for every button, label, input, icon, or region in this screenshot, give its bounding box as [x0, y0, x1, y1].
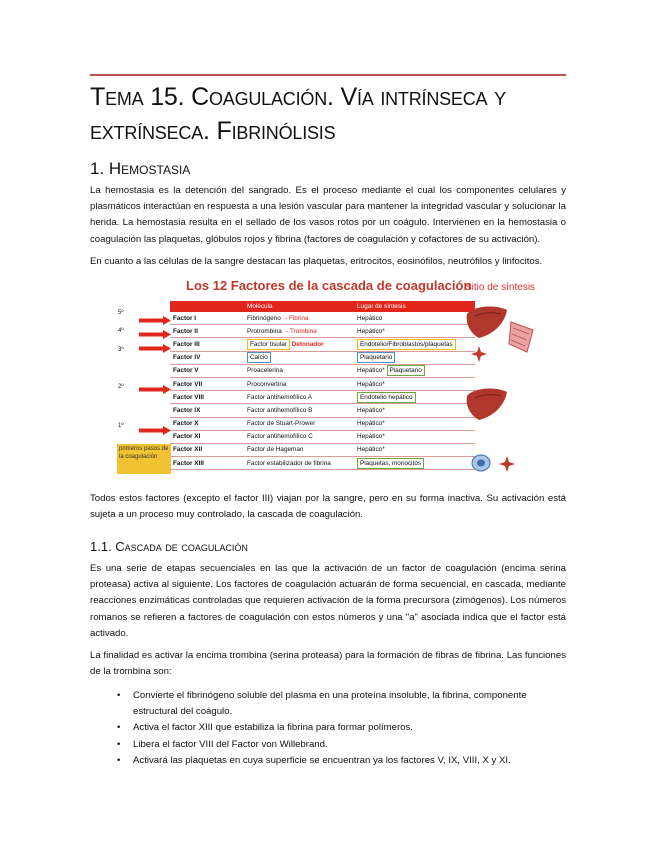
first-steps-note: primeros pasos de la coagulación [117, 444, 171, 474]
molecula-cell: Proacelerina [244, 364, 354, 377]
lugar-cell [354, 338, 475, 351]
lugar-cell [354, 391, 475, 404]
lugar-cell: Hepático* [354, 325, 475, 338]
list-item [90, 737, 566, 753]
molecula-cell: Factor antihemofílico C [244, 430, 354, 443]
factor-cell: Factor I [170, 312, 244, 325]
molecula-text: Protrombina [247, 327, 282, 335]
list-item-text: Libera el factor VIII del Factor von Willebrand. [133, 738, 328, 750]
lugar-text: Endotelio/Fibroblastos/plaquetas [357, 339, 456, 350]
order-label-5: 5º [118, 310, 124, 316]
molecula-extra: Detonador [291, 340, 324, 348]
lugar-cell: Hepático [354, 312, 475, 325]
order-label-4: 4º [118, 328, 124, 334]
lugar-cell: Hepático* [354, 443, 475, 456]
header-factor [170, 301, 244, 312]
paragraph-trombina: La finalidad es activar la encima trombina (serina proteasa) para la formación de fibras de fibrina. Las funciones de la trombina son: [90, 650, 566, 678]
factor-cell: Factor III [170, 338, 244, 351]
table-row [170, 312, 475, 325]
lugar-cell: Hepático* [354, 430, 475, 443]
molecula-extra: Fibrina [288, 314, 309, 322]
paragraph-factores: Todos estos factores (excepto el factor III) viajan por la sangre, pero en su forma inactiva. Su activación está sujeta a un proceso muy controlado, la cascada de coagulación. [90, 493, 566, 521]
molecula-text: Fibrinógeno [247, 314, 281, 322]
factor-cell: Factor XIII [170, 457, 244, 470]
arrow-icon [139, 316, 171, 325]
factor-cell: Factor IX [170, 404, 244, 417]
molecula-cell: Factor de Hageman [244, 443, 354, 456]
table-row [170, 391, 475, 404]
lugar-cell: Hepático* [354, 404, 475, 417]
bullet-icon: • [117, 690, 121, 701]
thrombin-functions-list [90, 688, 566, 769]
order-label-3: 3º [118, 347, 124, 353]
molecula-cell [244, 338, 354, 351]
monocyte-icon [471, 454, 491, 472]
platelet-icon [471, 346, 487, 362]
factor-cell: Factor XI [170, 430, 244, 443]
table-row [170, 443, 475, 456]
table-row [170, 430, 475, 443]
bullet-icon: • [117, 754, 121, 766]
table-row [170, 364, 475, 377]
molecula-cell: Proconvertina [244, 377, 354, 390]
factor-cell: Factor VII [170, 377, 244, 390]
molecula-cell: Factor de Stuart-Prower [244, 417, 354, 430]
figure-title: Los 12 Factores de la cascada de coagulación [186, 278, 472, 293]
table-row [170, 338, 475, 351]
factor-cell: Factor V [170, 364, 244, 377]
arrow-icon [139, 330, 171, 339]
list-item-text: Activa el factor XIII que estabiliza la fibrina para formar polímeros. [133, 722, 413, 734]
factor-cell: Factor IV [170, 351, 244, 364]
arrow-icon [139, 426, 171, 435]
lugar-text: Plaquetas, monocitos [357, 458, 424, 469]
table-header-row [170, 301, 475, 312]
section-heading-cascada: 1.1. Cascada de coagulación [90, 539, 248, 554]
platelet-icon [499, 456, 515, 472]
molecula-cell: Factor estabilizador de fibrina [244, 457, 354, 470]
order-label-1: 1º [118, 423, 124, 429]
paragraph-cascada: Es una serie de etapas secuenciales en las que la activación de un factor de coagulación (encima serina proteasa) activa al siguiente. Los factores de coagulación actuarán de forma secuencial, en cascada, mediante reacciones enzimáticas controladas que requieren activación de la forma precursora (zimógenos). Los números romanos se refieren a factores de coagulación con estos números y una "a" asociada indica que el factor está activado. [90, 563, 566, 639]
factor-cell: Factor X [170, 417, 244, 430]
arrow-right-icon: → [282, 314, 289, 322]
molecula-cell [244, 312, 354, 325]
list-item [90, 753, 566, 769]
table-row [170, 351, 475, 364]
blood-vessel-icon [507, 320, 537, 354]
table-row [170, 377, 475, 390]
paragraph-celulas: En cuanto a las células de la sangre destacan las plaquetas, eritrocitos, eosinófilos, neutrófilos y linfocitos. [90, 256, 543, 267]
lugar-cell [354, 457, 475, 470]
factor-cell: Factor VIII [170, 391, 244, 404]
section-heading-hemostasia: 1. Hemostasia [90, 159, 191, 178]
bullet-icon: • [117, 738, 121, 750]
molecula-extra: Trombina [289, 327, 317, 335]
coagulation-factors-figure [113, 276, 543, 481]
factor-cell: Factor II [170, 325, 244, 338]
lugar-cell [354, 364, 475, 377]
factors-table [170, 301, 475, 470]
molecula-cell: Factor antihemofílico B [244, 404, 354, 417]
list-item [90, 688, 566, 720]
bullet-icon: • [117, 722, 121, 734]
order-label-2: 2º [118, 384, 124, 390]
lugar-text: Hepático* [357, 367, 385, 375]
title-rule [90, 74, 566, 76]
molecula-cell [244, 325, 354, 338]
molecula-text: Factor tisular [247, 339, 290, 350]
molecula-cell [244, 351, 354, 364]
header-lugar: Lugar de síntesis [354, 301, 475, 312]
table-row [170, 404, 475, 417]
factor-cell: Factor XII [170, 443, 244, 456]
list-item [90, 720, 566, 736]
header-molecula: Molécula [244, 301, 354, 312]
lugar-cell: Hepático* [354, 417, 475, 430]
lugar-text: Endotelio hepático [357, 392, 416, 403]
arrow-right-icon: → [283, 327, 290, 335]
molecula-text: Calcio [247, 352, 271, 363]
lugar-text: Plaquetario [357, 352, 395, 363]
arrow-icon [139, 344, 171, 353]
lugar-cell [354, 351, 475, 364]
liver-icon [465, 304, 509, 340]
lugar-cell: Hepático* [354, 377, 475, 390]
list-item-text: Activará las plaquetas en cuya superficie se encuentran ya los factores V, IX, VIII, X y XI. [133, 754, 511, 766]
page-title: Tema 15. Coagulación. Vía intrínseca y extrínseca. Fibrinólisis [90, 83, 506, 145]
list-item-text: Convierte el fibrinógeno soluble del plasma en una proteína insoluble, la fibrina, componente estructural del coágulo. [133, 690, 527, 718]
lugar-extra: Plaquetario [387, 365, 425, 376]
molecula-cell: Factor antihemofílico A [244, 391, 354, 404]
arrow-icon [139, 385, 171, 394]
table-row [170, 417, 475, 430]
figure-subtitle: Sitio de síntesis [465, 282, 536, 293]
liver-icon [465, 386, 509, 422]
table-row [170, 457, 475, 470]
paragraph-hemostasia: La hemostasia es la detención del sangrado. Es el proceso mediante el cual los componentes celulares y plasmáticos interactúan en respuesta a una lesión vascular para mantener la integridad vascular y solucionar la herida. La hemostasia resulta en el sellado de los vasos rotos por un coágulo. Intervienen en la hemostasia o coagulación las plaquetas, glóbulos rojos y fibrina (factores de coagulación y cofactores de su activación). [90, 185, 566, 245]
table-row [170, 325, 475, 338]
